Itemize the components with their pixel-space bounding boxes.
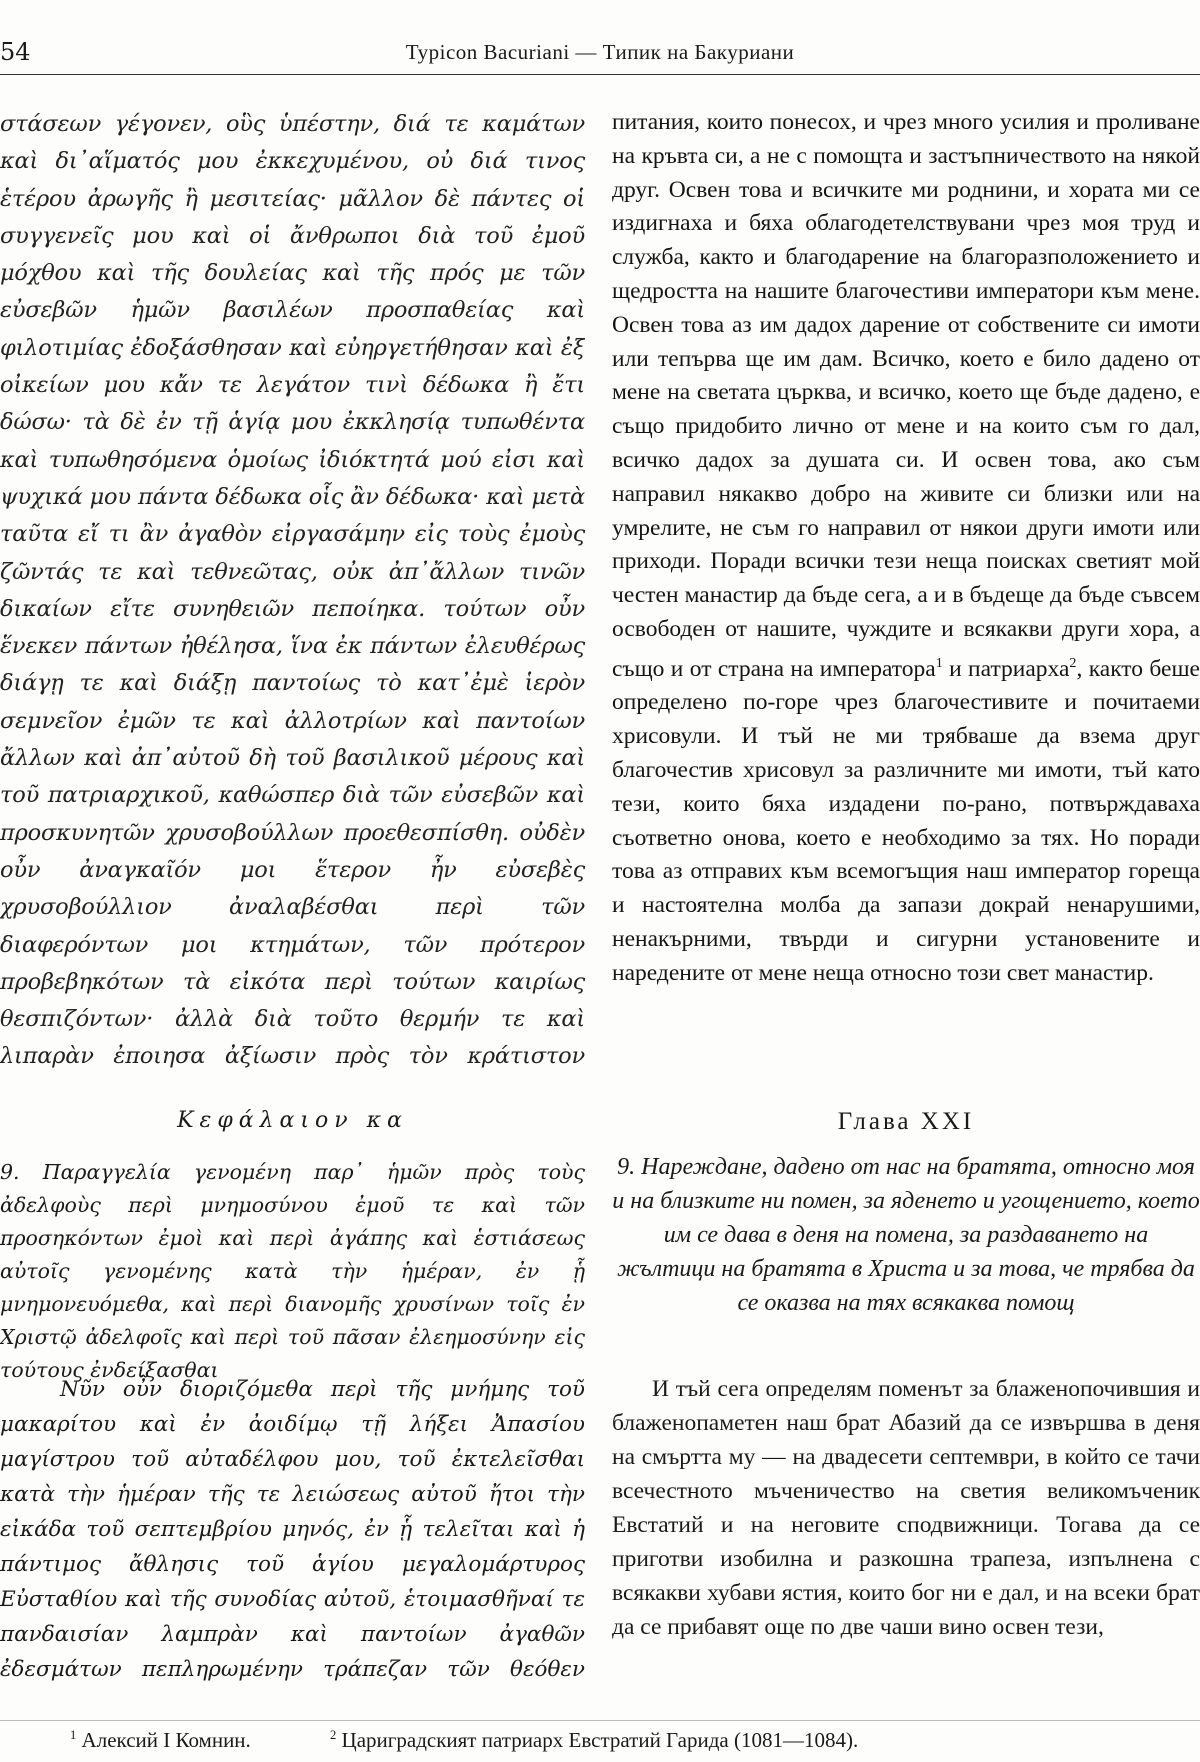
bulgarian-upper-column xyxy=(612,106,1200,1076)
footnote-2-text: Цариградският патриарх Евстратий Гарида (1081—1084). xyxy=(336,1728,859,1752)
page-number: 54 xyxy=(0,38,31,66)
greek-upper-text: στάσεων γέγονεν, οὓς ὑπέστην, διά τε καμάτων καὶ δι᾽αἵματός μου ἐκκεχυμένου, οὐ διά τινος ἑτέρου ἀρωγῆς ἢ μεσιτείας· μᾶλλον δὲ πάντες οἱ συγγενεῖς μου καὶ οἱ ἄνθρωποι διὰ τοῦ ἐμοῦ μόχθου καὶ τῆς δουλείας καὶ τῆς πρός με τῶν εὐσεβῶν ἡμῶν βασιλέων προσπαθείας καὶ φιλοτιμίας ἐδοξάσθησαν καὶ εὐηργετήθησαν καὶ ἐξ οἰκείων μου κἄν τε λεγάτον τινὶ δέδωκα ἢ ἔτι δώσω· τὰ δὲ ἐν τῇ ἁγίᾳ μου ἐκκλησίᾳ τυπωθέντα καὶ τυπωθησόμενα ὁμοίως ἰδιόκτητά μού εἰσι καὶ ψυχικά μου πάντα δέδωκα οἷς ἂν δέδωκα· καὶ μετὰ ταῦτα εἴ τι ἂν ἀγαθὸν εἰργασάμην εἰς τοὺς ἐμοὺς ζῶντάς τε καὶ τεθνεῶτας, οὐκ ἀπ᾽ἄλλων τινῶν δικαίων εἴτε συνηθειῶν πεποίηκα. τούτων οὖν ἕνεκεν πάντων ἠθέλησα, ἵνα ἐκ πάντων ἐλευθέρως διάγῃ τε καὶ διάξῃ παντοίως τὸ κατ᾽ἐμὲ ἱερὸν σεμνεῖον ἐμῶν τε καὶ ἀλλοτρίων καὶ παντοίων ἄλλων καὶ ἀπ᾽αὐτοῦ δὴ τοῦ βασιλικοῦ μέρους καὶ τοῦ πατριαρχικοῦ, καθώσπερ διὰ τῶν εὐσεβῶν καὶ προσκυνητῶν χρυσοβούλλων προεθεσπίσθη. οὐδὲν οὖν ἀναγκαῖόν μοι ἕτερον ἦν εὐσεβὲς χρυσοβούλλιον ἀναλαβέσθαι περὶ τῶν διαφερόντων μοι κτημάτων, τῶν πρότερον προβεβηκότων τὰ εἰκότα περὶ τούτων καιρίως θεσπιζόντων· ἀλλὰ διὰ τοῦτο θερμήν τε καὶ λιπαρὰν ἐποιησα ἀξίωσιν πρὸς τὸν κράτιστον xyxy=(0,111,585,1070)
footnote-2 xyxy=(330,1728,858,1753)
bulgarian-lower-paragraph: И тъй сега определям поменът за блаженопочившия и блаженопаметен наш брат Абазий да се извършва в деня на смъртта му — на двадесети септември, в който се тачи всечестното мъченичество на светия великомъченик Евстатий и на неговите сподвижници. Тогава да се приготви изобилна и разкошна трапеза, изпълнена с всякакви хубави ястия, които бог ни е дал, и на всеки брат да се прибавят още по две чаши вино освен тези, xyxy=(612,1376,1200,1640)
bg-upper-part-1: питания, които понесох, и чрез много усилия и проливане на кръвта си, а не с помощта и застъпничеството на някой друг. Освен това и всичките ми роднини, и хората ми се издигнаха и бяха облагодетелствувани чрез моя труд и служба, както и благодарение на благоразположението и щедростта на нашите благочестиви императори към мене. Освен това аз им дадох дарение от собствените си имоти или тепърва ще им дам. Всичко, което е било дадено от мене на светата църква, и всичко, което ще бъде дадено, е също придобито лично от мене и на които съм го дал, всичко дадох за душата си. И освен това, ако съм направил някакво добро на живите си близки или на умрелите, не съм го направил от някои други имоти или приходи. Поради всички тези неща поисках светият мой честен манастир да бъде сега, а и в бъдеще да бъде съвсем освободен от нашите, чуждите и всякакви други хора, а също и от страна на императора xyxy=(612,109,1200,682)
footnote-mark-1: 1 xyxy=(935,654,943,671)
footnote-1-text: Алексий I Комнин. xyxy=(76,1728,251,1752)
footnote-2-mark: 2 xyxy=(330,1728,337,1742)
chapter-title-bulgarian: Глава XXI xyxy=(837,1108,975,1135)
chapter-title-greek: Κεφάλαιον κα xyxy=(177,1108,408,1133)
section-heading-greek: 9. Παραγγελία γενομένη παρ᾽ ἡμῶν πρὸς τοὺς ἀδελφοὺς περὶ μνημοσύνου ἐμοῦ τε καὶ τῶν προσηκόντων ἐμοὶ καὶ περὶ ἀγάπης καὶ ἑστιάσεως αὐτοῖς γενομένης κατὰ τὴν ἡμέραν, ἐν ᾗ μνημονευόμεθα, καὶ περὶ διανομῆς χρυσίνων τοῖς ἐν Χριστῷ ἀδελφοῖς καὶ περὶ τοῦ πᾶσαν ἐλεημοσύνην εἰς τούτους ἐνδείξασθαι xyxy=(0,1160,585,1382)
greek-lower-paragraph: Νῦν οὖν διοριζόμεθα περὶ τῆς μνήμης τοῦ μακαρίτου καὶ ἐν ἀοιδίμῳ τῇ λήξει Ἀπασίου μαγίστρου τοῦ αὐταδέλφου μου, τοῦ ἐκτελεῖσθαι κατὰ τὴν ἡμέραν τῆς τε λειώσεως αὐτοῦ ἤτοι τὴν εἰκάδα τοῦ σεπτεμβρίου μηνός, ἐν ᾗ τελεῖται καὶ ἡ πάντιμος ἄθλησις τοῦ ἁγίου μεγαλομάρτυρος Εὐσταθίου καὶ τῆς συνοδίας αὐτοῦ, ἑτοιμασθῆναί τε πανδαισίαν λαμπρὰν καὶ παντοίων ἀγαθῶν ἐδεσμάτων πεπληρωμένην τράπεζαν τῶν θεόθεν xyxy=(0,1377,585,1682)
page-header xyxy=(0,34,1200,70)
running-title: Typicon Bacuriani — Типик на Бакуриани xyxy=(405,40,795,64)
footnote-rule xyxy=(0,1720,1200,1721)
bg-upper-part-3: , както беше определено по-горе чрез благочестивите и почитаеми хрисовули. И тъй не ми трябваше да взема друг благочестив хрисовул за различните ми имоти, тъй като тези, които бяха издадени по-рано, потвърждаваха съответно онова, което е необходимо за тях. Но поради това аз отправих към всемогъщия наш император гореща и настоятелна молба да запази докрай ненарушими, ненакърними, твърди и сигурни установените и наредените от мене неща относно този свет манастир. xyxy=(612,655,1200,986)
footnote-1 xyxy=(70,1728,251,1753)
footnote-1-mark: 1 xyxy=(70,1728,77,1742)
footnote-mark-2: 2 xyxy=(1069,654,1077,671)
section-heading-bulgarian: 9. Нареждане, дадено от нас на братята, относно моя и на близките ни помен, за яденето и угощението, което им се дава в деня на помена, за раздаването на жълтици на братята в Христа и за това, че трябва да се оказва на тях всякаква помощ xyxy=(612,1154,1200,1316)
bg-upper-part-2: и патриарха xyxy=(942,655,1070,682)
greek-upper-column xyxy=(0,106,585,1076)
header-rule xyxy=(0,74,1200,75)
